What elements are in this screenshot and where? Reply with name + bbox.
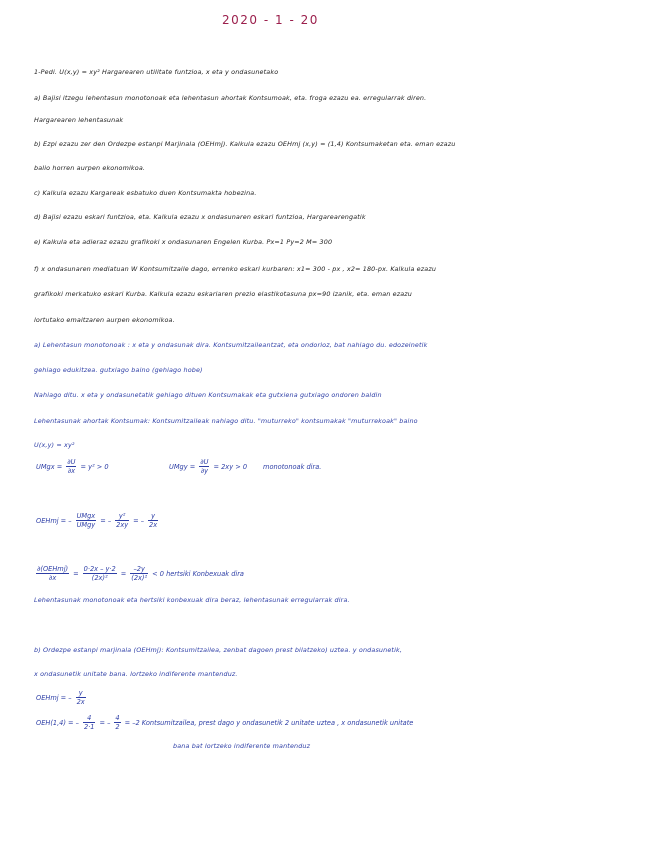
question-f-line-2: grafikoki merkatuko eskari Kurba. Kalkula ezazu eskariaren prezio elastikotasuna px=90 izanik, eta. eman ezazu: [34, 290, 412, 298]
oeh-equals-1: = –: [100, 516, 112, 525]
umgy-result: = 2xy > 0: [213, 462, 248, 471]
oeh-fraction-2-denominator: 2xy: [116, 521, 129, 529]
oeh-at-point-fraction-1-denominator: 2·1: [83, 723, 95, 731]
derivative-equals-1: =: [73, 569, 79, 578]
oeh-fraction-1: [76, 512, 97, 529]
oeh-equals-2: = –: [133, 516, 145, 525]
derivative-fraction-3-numerator: –2y: [130, 565, 148, 574]
umgx-denominator: ∂x: [67, 467, 76, 475]
utility-function: U(x,y) = xy²: [34, 441, 75, 449]
answer-b-oeh-fraction: [76, 689, 86, 706]
umgy-numerator: ∂U: [200, 458, 209, 466]
derivative-equals-2: =: [120, 569, 127, 578]
oeh-label: OEHmj = –: [36, 516, 72, 525]
oeh-fraction-3-denominator: 2x: [149, 521, 158, 529]
derivative-fraction-1-numerator: ∂(OEHmj): [37, 565, 69, 573]
answer-a-line-4: Lehentasunak ahortak Kontsumak: Kontsumitzaileak nahiago ditu. "muturreko" kontsumakak "muturrekoak" baino: [34, 417, 418, 425]
oeh-at-point-fraction-2: [114, 714, 120, 731]
oeh-derivative: [34, 565, 246, 582]
oeh-fraction-3: [148, 512, 158, 529]
oeh-at-point-label: OEH(1,4) = –: [36, 718, 79, 727]
answer-a-line-3: Nahiago ditu. x eta y ondasunetatik gehiago dituen Kontsumakak eta gutxiena gutxiago ondoren baldin: [34, 391, 382, 399]
question-e: e) Kalkula eta adieraz ezazu grafikoki x ondasunaren Engelen Kurba. Px=1 Py=2 M= 300: [34, 238, 333, 246]
umgx-result: = y² > 0: [80, 462, 109, 471]
question-a-line-2: Hargarearen lehentasunak: [34, 116, 124, 124]
oeh-fraction-2: [115, 512, 129, 529]
answer-b-oeh-label: OEHmj = –: [36, 693, 72, 702]
derivative-fraction-3-denominator: (2x)²: [131, 574, 148, 582]
oeh-at-point-equals: = –: [99, 718, 111, 727]
oeh-at-point-fraction-1-numerator: 4: [83, 714, 96, 723]
umgy-fraction: [199, 458, 209, 475]
derivative-fraction-3: [130, 565, 148, 582]
oeh-at-point-fraction-2-numerator: 4: [115, 714, 120, 722]
page-date: 2020 - 1 - 20: [222, 13, 319, 27]
answer-a-line-2: gehiago edukitzea. gutxiago baino (gehiago hobe): [34, 366, 203, 374]
umgy-label: UMgy =: [169, 462, 196, 471]
marginal-utility-x: [34, 458, 111, 475]
question-d: d) Bajisi ezazu eskari funtzioa, eta. Kalkula ezazu x ondasunaren eskari funtzioa, Hargarearengatik: [34, 213, 366, 221]
derivative-fraction-1-denominator: ∂x: [48, 574, 57, 582]
monotone-note: monotonoak dira.: [263, 462, 322, 471]
question-b-line-2: balio horren aurpen ekonomikoa.: [34, 164, 146, 172]
question-f-line-1: f) x ondasunaren mediatuan W Kontsumitzaile dago, errenko eskari kurbaren: x1= 300 - px , x2= 180-px. Kalkula ezazu: [34, 265, 437, 273]
oeh-at-point-fraction-2-denominator: 2: [115, 723, 120, 731]
answer-a-line-1: a) Lehentasun monotonoak : x eta y ondasunak dira. Kontsumitzaileantzat, eta ondorioz, bat nahiago du. edozeinetik: [34, 341, 428, 349]
umgx-fraction: [66, 458, 76, 475]
question-c: c) Kalkula ezazu Kargareak esbatuko duen Kontsumakta hobezina.: [34, 189, 257, 197]
oeh-at-point-result: = –2 Kontsumitzailea, prest dago y ondasunetik 2 unitate uztea , x ondasunetik unitate: [124, 718, 414, 727]
answer-b-line-1: b) Ordezpe estanpi marjinala (OEHmj): Kontsumitzailea, zenbat dagoen prest bilatzeko) uztea. y ondasunetik,: [34, 646, 403, 654]
question-b-line-1: b) Ezpi ezazu zer den Ordezpe estanpi Marjinala (OEHmj). Kalkula ezazu OEHmj (x,y) = (1,4) Kontsumaketan eta. eman ezazu: [34, 140, 456, 148]
derivative-fraction-2-denominator: (2x)²: [91, 574, 108, 582]
oeh-fraction-3-numerator: y: [148, 512, 158, 521]
question-f-line-3: lortutako emaitzaren aurpen ekonomikoa.: [34, 316, 175, 324]
derivative-fraction-1: [36, 565, 69, 582]
umgy-denominator: ∂y: [200, 467, 209, 475]
derivative-result: < 0 hertsiki Konbexuak dira: [152, 569, 244, 578]
oeh-equation: [34, 512, 160, 529]
derivative-fraction-2: [83, 565, 117, 582]
umgx-numerator: ∂U: [67, 458, 76, 466]
umgx-label: UMgx =: [36, 462, 63, 471]
oeh-at-point-fraction-1: [83, 714, 96, 731]
answer-b-oeh-denominator: 2x: [76, 698, 85, 706]
answer-b-oeh: [34, 689, 88, 706]
answer-b-oeh-at-point: [34, 714, 415, 731]
answer-b-oeh-numerator: y: [76, 689, 86, 698]
oeh-fraction-1-denominator: UMgy: [76, 521, 96, 529]
marginal-utility-y: [167, 458, 323, 475]
derivative-fraction-2-numerator: 0·2x – y·2: [83, 565, 116, 573]
problem-intro: 1-Pedi. U(x,y) = xy² Hargarearen utilitate funtzioa, x eta y ondasunetako: [34, 68, 279, 76]
oeh-fraction-2-numerator: y²: [115, 512, 129, 521]
answer-b-line-2: x ondasunetik unitate bana. lortzeko indiferente mantenduz.: [34, 670, 238, 678]
oeh-fraction-1-numerator: UMgx: [76, 512, 96, 520]
answer-b-last-line: bana bat lortzeko indiferente mantenduz: [173, 742, 311, 750]
answer-a-conclusion: Lehentasunak monotonoak eta hertsiki konbexuak dira beraz, lehentasunak erregularrak dira.: [34, 596, 350, 604]
question-a-line-1: a) Bajisi itzegu lehentasun monotonoak eta lehentasun ahortak Kontsumoak, eta. froga ezazu ea. erregularrak diren.: [34, 94, 427, 102]
